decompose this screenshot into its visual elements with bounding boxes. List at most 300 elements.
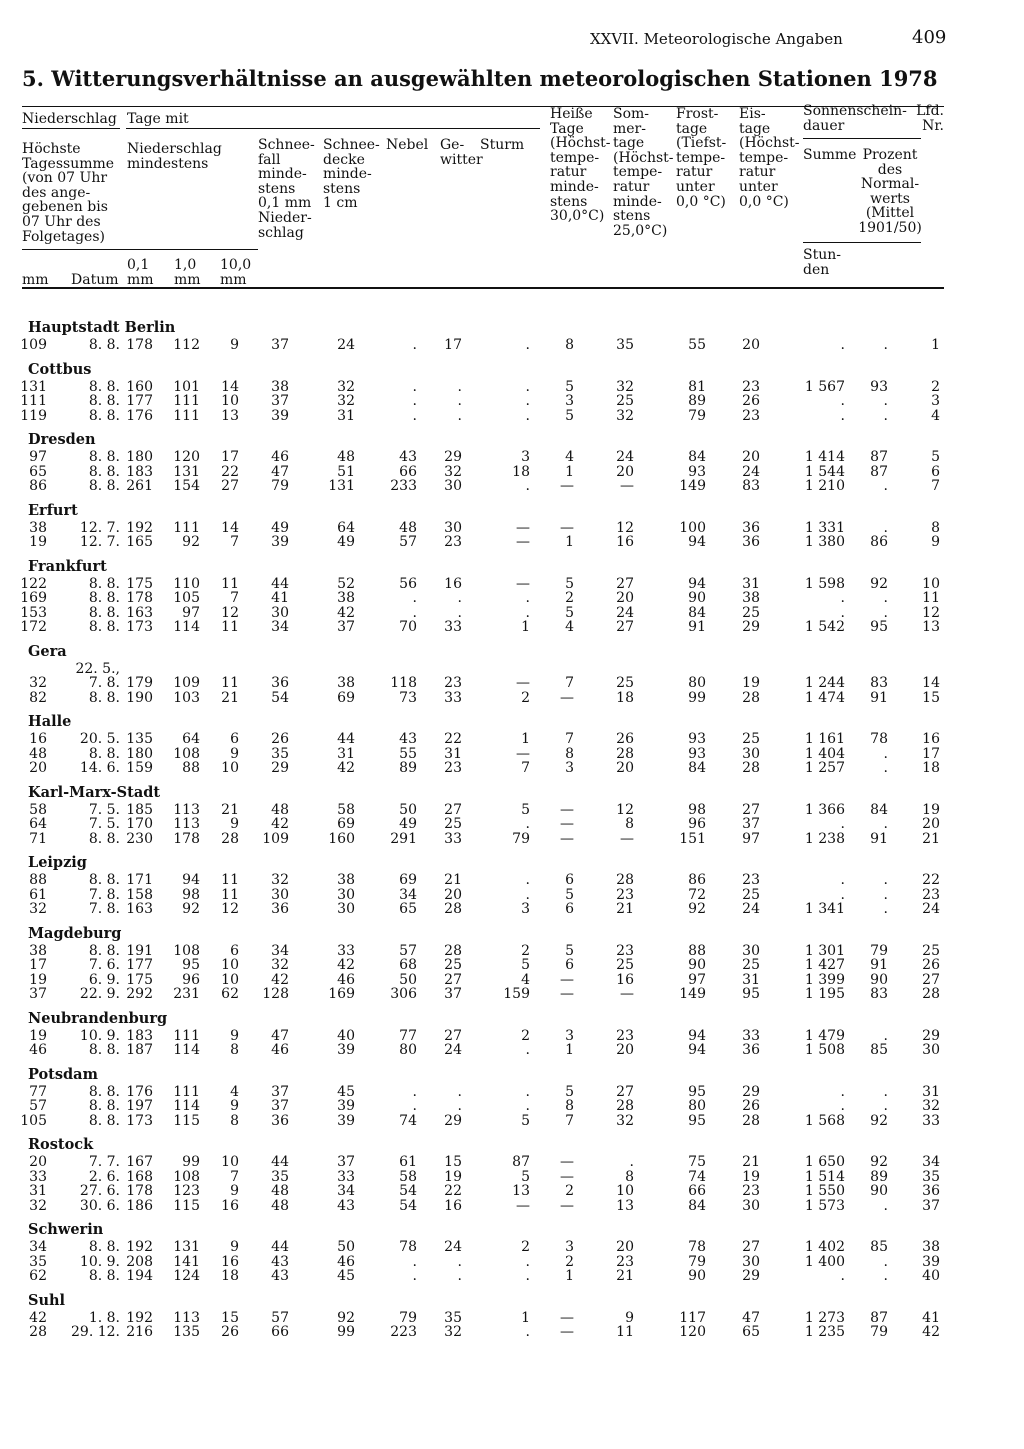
cell-niederschlag-01: 173 [126, 1112, 153, 1129]
cell-lfd-nr: 33 [922, 1112, 940, 1129]
cell-eistage: 29 [742, 1268, 760, 1284]
cell-datum: 12. 7. [79, 534, 120, 550]
cell-lfd-nr: 21 [922, 830, 940, 847]
cell-heisse-tage: — [560, 830, 574, 847]
cell-sturm: 2 [521, 689, 530, 706]
cell-eistage: 26 [742, 393, 760, 409]
cell-nebel: 56 [399, 575, 417, 592]
cell-heisse-tage: — [560, 986, 574, 1002]
cell-mm: 58 [29, 801, 47, 818]
cell-gewitter: 32 [444, 1324, 462, 1340]
station-name: Gera [28, 642, 67, 660]
cell-lfd-nr: 17 [922, 745, 940, 762]
cell-sommertage: 20 [616, 463, 634, 480]
cell-schneedecke: 42 [337, 604, 355, 621]
cell-schneedecke: 24 [337, 337, 355, 353]
cell-heisse-tage: 3 [565, 393, 574, 409]
cell-niederschlag-01: 163 [126, 901, 153, 917]
cell-frosttage: 93 [688, 731, 706, 747]
cell-sonnenschein-prozent: . [883, 1083, 888, 1100]
cell-eistage: 25 [742, 604, 760, 621]
cell-niederschlag-100: 14 [221, 378, 239, 395]
cell-gewitter: 25 [444, 816, 462, 832]
cell-nebel: 70 [399, 619, 417, 635]
cell-heisse-tage: 1 [565, 1042, 574, 1058]
cell-sonnenschein-summe: 1 161 [804, 731, 845, 747]
cell-sonnenschein-summe: . [840, 590, 845, 606]
cell-frosttage: 98 [688, 801, 706, 818]
station-name: Neubrandenburg [28, 1009, 168, 1027]
cell-niederschlag-10: 94 [182, 872, 200, 888]
cell-schneefall: 46 [271, 449, 289, 465]
cell-niederschlag-100: 11 [221, 886, 239, 903]
cell-niederschlag-10: 231 [173, 986, 200, 1002]
cell-nebel: 54 [399, 1183, 417, 1199]
cell-niederschlag-100: 9 [230, 337, 239, 353]
header-sommertage: Som- mer- tage (Höchst- tempe- ratur minde- stens 25,0°C) [613, 106, 674, 239]
cell-schneefall: 32 [271, 872, 289, 888]
cell-gewitter: 30 [444, 478, 462, 494]
cell-niederschlag-100: 62 [221, 986, 239, 1002]
cell-schneefall: 36 [271, 675, 289, 691]
cell-eistage: 27 [742, 1239, 760, 1255]
cell-heisse-tage: — [560, 689, 574, 706]
cell-lfd-nr: 11 [922, 590, 940, 606]
cell-eistage: 30 [742, 1197, 760, 1214]
cell-sonnenschein-prozent: 84 [870, 801, 888, 818]
cell-niederschlag-10: 101 [173, 378, 200, 395]
cell-sommertage: . [629, 1154, 634, 1170]
cell-schneedecke: 131 [328, 478, 355, 494]
cell-niederschlag-10: 111 [173, 519, 200, 536]
cell-nebel: 48 [399, 519, 417, 536]
cell-frosttage: 55 [688, 337, 706, 353]
cell-sonnenschein-summe: . [840, 393, 845, 409]
cell-niederschlag-100: 8 [230, 1112, 239, 1129]
cell-lfd-nr: 14 [922, 675, 940, 691]
cell-sommertage: 25 [616, 957, 634, 973]
header-rule-tage-mit [126, 128, 540, 129]
cell-schneefall: 37 [271, 1098, 289, 1114]
cell-sonnenschein-prozent: 89 [870, 1168, 888, 1185]
cell-sturm: . [525, 1268, 530, 1284]
cell-niederschlag-01: 180 [126, 745, 153, 762]
cell-schneefall: 35 [271, 745, 289, 762]
cell-sturm: 5 [521, 957, 530, 973]
cell-mm: 71 [29, 830, 47, 847]
cell-sonnenschein-summe: 1 567 [804, 378, 845, 395]
page-number: 409 [912, 27, 947, 48]
cell-lfd-nr: 16 [922, 731, 940, 747]
cell-heisse-tage: — [560, 1168, 574, 1185]
cell-eistage: 26 [742, 1098, 760, 1114]
cell-nebel: 118 [390, 675, 417, 691]
cell-mm: 33 [29, 1168, 47, 1185]
cell-sonnenschein-prozent: 90 [870, 1183, 888, 1199]
cell-sonnenschein-prozent: 87 [870, 463, 888, 480]
cell-gewitter: . [457, 378, 462, 395]
cell-niederschlag-01: 187 [126, 1042, 153, 1058]
cell-lfd-nr: 29 [922, 1027, 940, 1044]
cell-lfd-nr: 38 [922, 1239, 940, 1255]
cell-gewitter: 16 [444, 1197, 462, 1214]
cell-niederschlag-10: 120 [173, 449, 200, 465]
cell-datum: 20. 5. [79, 731, 120, 747]
cell-lfd-nr: 13 [922, 619, 940, 635]
cell-eistage: 29 [742, 619, 760, 635]
cell-nebel: 233 [390, 478, 417, 494]
cell-frosttage: 99 [688, 689, 706, 706]
cell-mm: 86 [29, 478, 47, 494]
cell-sommertage: 9 [625, 1309, 634, 1326]
cell-lfd-nr: 3 [931, 393, 940, 409]
cell-niederschlag-01: 191 [126, 942, 153, 959]
cell-niederschlag-100: 10 [221, 760, 239, 776]
cell-lfd-nr: 42 [922, 1324, 940, 1340]
cell-eistage: 28 [742, 760, 760, 776]
cell-heisse-tage: 5 [565, 378, 574, 395]
cell-mm: 38 [29, 519, 47, 536]
cell-niederschlag-100: 18 [221, 1268, 239, 1284]
cell-schneefall: 34 [271, 942, 289, 959]
cell-sommertage: 11 [616, 1324, 634, 1340]
header-rule-sonnenschein [803, 138, 921, 139]
cell-gewitter: . [457, 1268, 462, 1284]
cell-schneefall: 30 [271, 604, 289, 621]
cell-sonnenschein-prozent: 85 [870, 1042, 888, 1058]
cell-heisse-tage: 5 [565, 1083, 574, 1100]
cell-frosttage: 93 [688, 745, 706, 762]
cell-sommertage: 20 [616, 760, 634, 776]
cell-sommertage: 8 [625, 816, 634, 832]
cell-sommertage: 27 [616, 1083, 634, 1100]
cell-mm: 19 [29, 1027, 47, 1044]
cell-mm: 122 [20, 575, 47, 592]
cell-lfd-nr: 23 [922, 886, 940, 903]
cell-niederschlag-10: 110 [173, 575, 200, 592]
cell-sommertage: 28 [616, 872, 634, 888]
cell-sonnenschein-prozent: . [883, 745, 888, 762]
cell-datum: 8. 8. [88, 619, 120, 635]
cell-niederschlag-100: 6 [230, 731, 239, 747]
header-sub-10: 1,0 mm [174, 257, 201, 288]
station-name: Hauptstadt Berlin [28, 319, 176, 336]
cell-schneefall: 26 [271, 731, 289, 747]
cell-sturm: . [525, 816, 530, 832]
cell-schneefall: 49 [271, 519, 289, 536]
cell-niederschlag-10: 114 [173, 1098, 200, 1114]
cell-sommertage: 32 [616, 378, 634, 395]
cell-niederschlag-01: 171 [126, 872, 153, 888]
cell-sommertage: — [620, 478, 634, 494]
cell-nebel: . [412, 393, 417, 409]
cell-sommertage: 32 [616, 1112, 634, 1129]
cell-mm: 31 [29, 1183, 47, 1199]
cell-eistage: 95 [742, 986, 760, 1002]
cell-frosttage: 88 [688, 942, 706, 959]
cell-gewitter: . [457, 1098, 462, 1114]
cell-schneedecke: 160 [328, 830, 355, 847]
cell-sonnenschein-prozent: 78 [870, 731, 888, 747]
cell-niederschlag-100: 9 [230, 1239, 239, 1255]
cell-datum: 8. 8. [88, 1239, 120, 1255]
cell-sonnenschein-summe: . [840, 886, 845, 903]
cell-sommertage: 23 [616, 942, 634, 959]
header-niederschlag: Niederschlag [22, 111, 117, 127]
cell-frosttage: 89 [688, 393, 706, 409]
cell-gewitter: 28 [444, 901, 462, 917]
cell-frosttage: 97 [688, 971, 706, 988]
cell-heisse-tage: — [560, 1309, 574, 1326]
cell-sonnenschein-summe: 1 550 [804, 1183, 845, 1199]
cell-frosttage: 66 [688, 1183, 706, 1199]
cell-schneedecke: 31 [337, 407, 355, 424]
cell-datum: 8. 8. [88, 1112, 120, 1129]
cell-datum: 7. 5. [88, 816, 120, 832]
cell-niederschlag-100: 11 [221, 619, 239, 635]
cell-sonnenschein-prozent: . [883, 1253, 888, 1270]
cell-sommertage: 25 [616, 675, 634, 691]
cell-niederschlag-100: 21 [221, 689, 239, 706]
cell-frosttage: 95 [688, 1112, 706, 1129]
cell-sonnenschein-prozent: 79 [870, 1324, 888, 1340]
cell-heisse-tage: 7 [565, 1112, 574, 1129]
cell-niederschlag-10: 113 [173, 801, 200, 818]
cell-gewitter: 24 [444, 1239, 462, 1255]
cell-sommertage: 8 [625, 1168, 634, 1185]
cell-schneedecke: 38 [337, 675, 355, 691]
cell-sommertage: — [620, 830, 634, 847]
cell-mm: 16 [29, 731, 47, 747]
cell-nebel: 68 [399, 957, 417, 973]
cell-gewitter: 33 [444, 830, 462, 847]
cell-datum: 2. 6. [88, 1168, 120, 1185]
cell-frosttage: 78 [688, 1239, 706, 1255]
cell-niederschlag-100: 22 [221, 463, 239, 480]
cell-heisse-tage: 3 [565, 1239, 574, 1255]
cell-sonnenschein-prozent: . [883, 393, 888, 409]
cell-sturm: 3 [521, 901, 530, 917]
cell-niederschlag-10: 108 [173, 745, 200, 762]
cell-niederschlag-01: 186 [126, 1197, 153, 1214]
cell-niederschlag-10: 95 [182, 957, 200, 973]
cell-lfd-nr: 41 [922, 1309, 940, 1326]
cell-niederschlag-01: 158 [126, 886, 153, 903]
cell-niederschlag-01: 230 [126, 830, 153, 847]
cell-gewitter: 20 [444, 886, 462, 903]
cell-sonnenschein-prozent: 90 [870, 971, 888, 988]
cell-sonnenschein-prozent: . [883, 1268, 888, 1284]
cell-schneedecke: 42 [337, 957, 355, 973]
cell-schneedecke: 39 [337, 1098, 355, 1114]
cell-mm: 19 [29, 971, 47, 988]
cell-sonnenschein-prozent: . [883, 478, 888, 494]
cell-nebel: 43 [399, 731, 417, 747]
cell-nebel: 43 [399, 449, 417, 465]
cell-schneedecke: 49 [337, 534, 355, 550]
cell-nebel: . [412, 590, 417, 606]
cell-nebel: 66 [399, 463, 417, 480]
cell-mm: 169 [20, 590, 47, 606]
cell-sonnenschein-summe: 1 568 [804, 1112, 845, 1129]
cell-sonnenschein-prozent: 91 [870, 957, 888, 973]
cell-sturm: 1 [521, 619, 530, 635]
cell-niederschlag-10: 103 [173, 689, 200, 706]
cell-heisse-tage: 8 [565, 337, 574, 353]
cell-lfd-nr: 19 [922, 801, 940, 818]
cell-sonnenschein-summe: 1 598 [804, 575, 845, 592]
cell-sturm: . [525, 337, 530, 353]
cell-frosttage: 100 [679, 519, 706, 536]
cell-datum: 27. 6. [79, 1183, 120, 1199]
cell-sturm: — [516, 575, 530, 592]
cell-sturm: . [525, 1253, 530, 1270]
cell-eistage: 47 [742, 1309, 760, 1326]
cell-eistage: 97 [742, 830, 760, 847]
cell-sonnenschein-summe: 1 366 [804, 801, 845, 818]
header-prozent-normalwert: Prozent des Normal- werts (Mittel 1901/50) [858, 147, 922, 236]
cell-gewitter: 23 [444, 534, 462, 550]
cell-niederschlag-10: 154 [173, 478, 200, 494]
cell-niederschlag-01: 163 [126, 604, 153, 621]
cell-eistage: 33 [742, 1027, 760, 1044]
cell-gewitter: 23 [444, 760, 462, 776]
cell-eistage: 37 [742, 816, 760, 832]
cell-eistage: 83 [742, 478, 760, 494]
cell-niederschlag-10: 111 [173, 1083, 200, 1100]
header-schneefall: Schnee- fall minde- stens 0,1 mm Nieder- schlag [258, 137, 315, 241]
cell-datum: 8. 8. [88, 1042, 120, 1058]
cell-gewitter: 32 [444, 463, 462, 480]
header-rule-bottom [22, 287, 944, 289]
cell-schneefall: 42 [271, 816, 289, 832]
cell-sonnenschein-summe: . [840, 816, 845, 832]
cell-sturm: 5 [521, 801, 530, 818]
cell-niederschlag-01: 165 [126, 534, 153, 550]
cell-niederschlag-10: 131 [173, 463, 200, 480]
cell-niederschlag-100: 10 [221, 1154, 239, 1170]
header-datum: Datum [71, 272, 119, 288]
cell-sonnenschein-prozent: . [883, 337, 888, 353]
cell-lfd-nr: 7 [931, 478, 940, 494]
cell-schneefall: 43 [271, 1253, 289, 1270]
cell-frosttage: 74 [688, 1168, 706, 1185]
cell-nebel: 69 [399, 872, 417, 888]
cell-heisse-tage: 3 [565, 760, 574, 776]
cell-niederschlag-100: 11 [221, 575, 239, 592]
cell-mm: 34 [29, 1239, 47, 1255]
cell-schneedecke: 99 [337, 1324, 355, 1340]
cell-frosttage: 149 [679, 478, 706, 494]
cell-frosttage: 79 [688, 1253, 706, 1270]
cell-sommertage: 23 [616, 886, 634, 903]
cell-datum: 8. 8. [88, 590, 120, 606]
cell-heisse-tage: — [560, 478, 574, 494]
cell-schneedecke: 169 [328, 986, 355, 1002]
cell-frosttage: 84 [688, 449, 706, 465]
cell-niederschlag-100: 12 [221, 901, 239, 917]
cell-sturm: . [525, 378, 530, 395]
cell-schneefall: 39 [271, 534, 289, 550]
cell-sonnenschein-summe: 1 301 [804, 942, 845, 959]
cell-sturm: . [525, 1098, 530, 1114]
cell-schneefall: 128 [262, 986, 289, 1002]
cell-lfd-nr: 15 [922, 689, 940, 706]
cell-sturm: — [516, 519, 530, 536]
cell-schneedecke: 33 [337, 1168, 355, 1185]
cell-sonnenschein-prozent: . [883, 760, 888, 776]
cell-niederschlag-10: 92 [182, 901, 200, 917]
cell-sturm: 3 [521, 449, 530, 465]
cell-eistage: 23 [742, 872, 760, 888]
cell-nebel: . [412, 1098, 417, 1114]
cell-niederschlag-10: 113 [173, 1309, 200, 1326]
cell-mm: 35 [29, 1253, 47, 1270]
cell-frosttage: 120 [679, 1324, 706, 1340]
cell-schneedecke: 30 [337, 886, 355, 903]
cell-gewitter: 19 [444, 1168, 462, 1185]
cell-schneedecke: 92 [337, 1309, 355, 1326]
cell-sturm: . [525, 1042, 530, 1058]
cell-niederschlag-10: 141 [173, 1253, 200, 1270]
cell-schneefall: 41 [271, 590, 289, 606]
cell-heisse-tage: 6 [565, 957, 574, 973]
cell-datum: 6. 9. [88, 971, 120, 988]
cell-frosttage: 90 [688, 1268, 706, 1284]
cell-mm: 17 [29, 957, 47, 973]
cell-frosttage: 96 [688, 816, 706, 832]
cell-schneefall: 44 [271, 1239, 289, 1255]
cell-gewitter: 27 [444, 1027, 462, 1044]
cell-schneefall: 42 [271, 971, 289, 988]
header-eistage: Eis- tage (Höchst- tempe- ratur unter 0,0 °C) [739, 106, 800, 210]
cell-nebel: 65 [399, 901, 417, 917]
cell-nebel: 57 [399, 942, 417, 959]
cell-niederschlag-10: 124 [173, 1268, 200, 1284]
cell-lfd-nr: 31 [922, 1083, 940, 1100]
cell-lfd-nr: 39 [922, 1253, 940, 1270]
cell-mm: 20 [29, 1154, 47, 1170]
cell-heisse-tage: 5 [565, 575, 574, 592]
cell-niederschlag-01: 183 [126, 463, 153, 480]
cell-sonnenschein-summe: 1 414 [804, 449, 845, 465]
cell-sommertage: 21 [616, 901, 634, 917]
cell-schneefall: 54 [271, 689, 289, 706]
cell-datum: 22. 9. [79, 986, 120, 1002]
cell-lfd-nr: 20 [922, 816, 940, 832]
cell-sommertage: 16 [616, 534, 634, 550]
cell-niederschlag-01: 175 [126, 575, 153, 592]
cell-heisse-tage: — [560, 801, 574, 818]
station-name: Dresden [28, 431, 96, 448]
cell-eistage: 31 [742, 971, 760, 988]
cell-sonnenschein-prozent: 83 [870, 675, 888, 691]
cell-niederschlag-10: 105 [173, 590, 200, 606]
cell-mm: 38 [29, 942, 47, 959]
cell-mm: 46 [29, 1042, 47, 1058]
cell-eistage: 31 [742, 575, 760, 592]
cell-schneefall: 35 [271, 1168, 289, 1185]
cell-niederschlag-100: 16 [221, 1197, 239, 1214]
cell-frosttage: 72 [688, 886, 706, 903]
cell-mm: 153 [20, 604, 47, 621]
header-stunden: Stun- den [803, 247, 841, 278]
cell-frosttage: 94 [688, 534, 706, 550]
cell-mm: 64 [29, 816, 47, 832]
cell-niederschlag-100: 17 [221, 449, 239, 465]
cell-sturm: 4 [521, 971, 530, 988]
cell-eistage: 27 [742, 801, 760, 818]
